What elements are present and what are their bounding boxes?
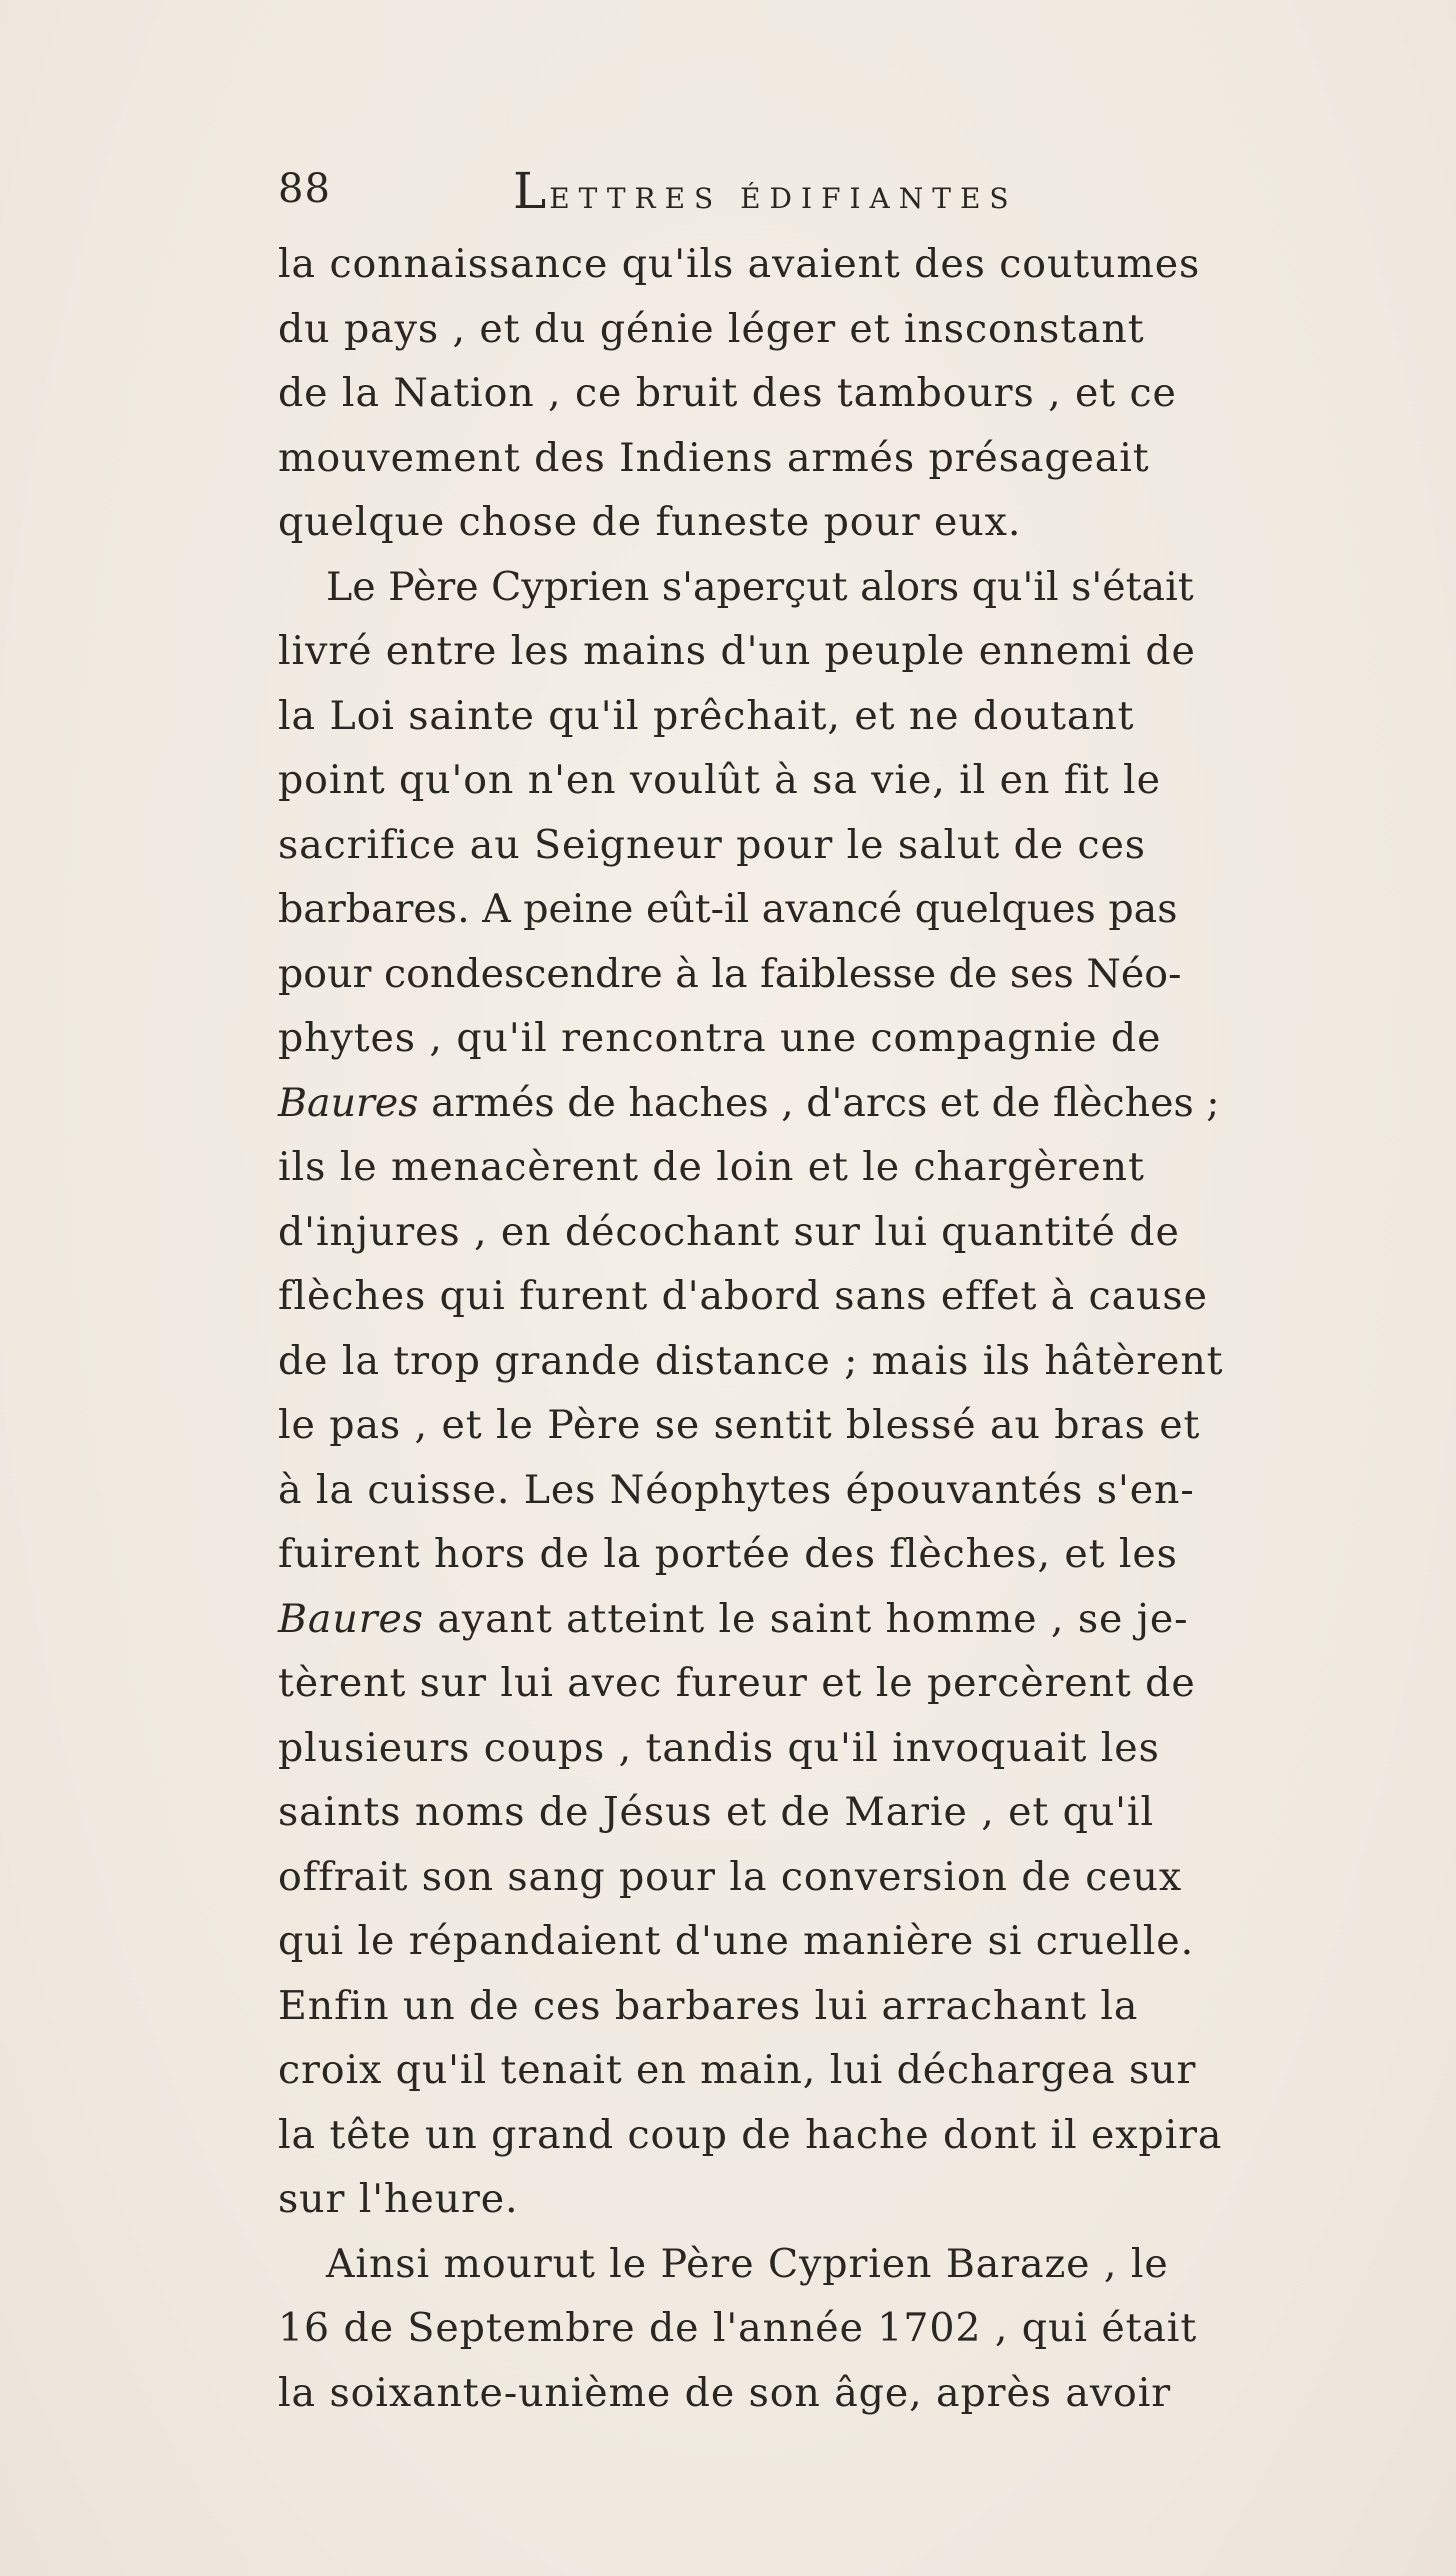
- text-line: pour condescendre à la faiblesse de ses Néo-: [278, 950, 1182, 997]
- text-line: Baures ayant atteint le saint homme , se je-: [278, 1595, 1189, 1642]
- text-line: le pas , et le Père se sentit blessé au bras et: [278, 1402, 1201, 1448]
- text-line: la tête un grand coup de hache dont il expira: [278, 2111, 1223, 2158]
- text-line: la soixante-unième de son âge, après avoir: [278, 2369, 1172, 2416]
- text-line: flèches qui furent d'abord sans effet à cause: [278, 1273, 1208, 1319]
- body-text: [278, 232, 1428, 2425]
- text-line: du pays , et du génie léger et insconstant: [278, 305, 1145, 352]
- text-line: livré entre les mains d'un peuple ennemi de: [278, 628, 1196, 674]
- text-line: mouvement des Indiens armés présageait: [278, 434, 1150, 481]
- text-line: ils le menacèrent de loin et le chargèrent: [278, 1144, 1145, 1190]
- running-title-rest: ETTRES ÉDIFIANTES: [549, 182, 1018, 215]
- italic-word: Baures: [278, 1079, 419, 1126]
- running-title: [513, 162, 1018, 220]
- text-line: Le Père Cyprien s'aperçut alors qu'il s'était: [326, 563, 1194, 610]
- text-line: Ainsi mourut le Père Cyprien Baraze , le: [326, 2240, 1169, 2287]
- text-line: barbares. A peine eût-il avancé quelques pas: [278, 886, 1178, 932]
- text-line: point qu'on n'en voulût à sa vie, il en fit le: [278, 757, 1161, 803]
- text-line: la connaissance qu'ils avaient des coutumes: [278, 241, 1201, 287]
- text-line: à la cuisse. Les Néophytes épouvantés s'en-: [278, 1466, 1195, 1513]
- text-line: de la Nation , ce bruit des tambours , et ce: [278, 370, 1177, 416]
- text-line: d'injures , en décochant sur lui quantité de: [278, 1208, 1180, 1255]
- text-line: phytes , qu'il rencontra une compagnie de: [278, 1015, 1162, 1061]
- text-line: sur l'heure.: [278, 2176, 519, 2222]
- text-line: de la trop grande distance ; mais ils hâtèrent: [278, 1337, 1224, 1384]
- page-number: 88: [278, 166, 331, 212]
- text-line: tèrent sur lui avec fureur et le percèrent de: [278, 1660, 1196, 1706]
- text-line: Baures armés de haches , d'arcs et de flèches ;: [278, 1079, 1220, 1126]
- text-line: quelque chose de funeste pour eux.: [278, 499, 1022, 545]
- italic-word: Baures: [278, 1595, 424, 1642]
- text-line: 16 de Septembre de l'année 1702 , qui était: [278, 2305, 1198, 2351]
- text-line: la Loi sainte qu'il prêchait, et ne doutant: [278, 692, 1135, 739]
- text-line: offrait son sang pour la conversion de ceux: [278, 1853, 1183, 1900]
- text-line: saints noms de Jésus et de Marie , et qu'il: [278, 1789, 1154, 1835]
- text-line: Enfin un de ces barbares lui arrachant la: [278, 1982, 1139, 2029]
- text-line: plusieurs coups , tandis qu'il invoquait les: [278, 1724, 1160, 1771]
- text-line: fuirent hors de la portée des flèches, et les: [278, 1531, 1178, 1577]
- text-line: qui le répandaient d'une manière si cruelle.: [278, 1918, 1195, 1964]
- page-header: [278, 162, 1178, 232]
- text-line: sacrifice au Seigneur pour le salut de ces: [278, 821, 1146, 868]
- running-title-initial: L: [513, 162, 550, 220]
- text-line: croix qu'il tenait en main, lui déchargea sur: [278, 2047, 1197, 2093]
